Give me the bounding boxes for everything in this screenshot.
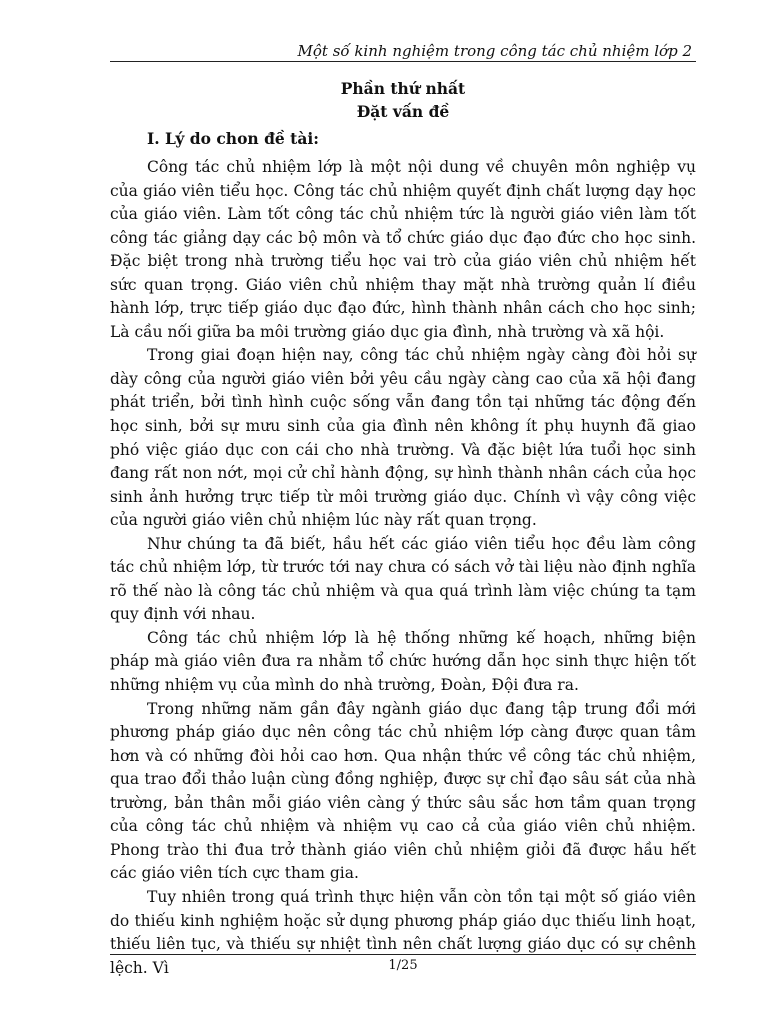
paragraph: Trong giai đoạn hiện nay, công tác chủ nhiệm ngày càng đòi hỏi sự dày công của người giáo viên bởi yêu cầu ngày càng cao của xã hội đang phát triển, bởi tình hình cuộc sống vẫn đang tồn tại những tác động đến học sinh, bởi sự mưu sinh của gia đình nên không ít phụ huynh đã giao phó việc giáo dục con cái cho nhà trường. Và đặc biệt lứa tuổi học sinh đang rất non nớt, mọi cử chỉ hành động, sự hình thành nhân cách của học sinh ảnh hưởng trực tiếp từ môi trường giáo dục. Chính vì vậy công việc của người giáo viên chủ nhiệm lúc này rất quan trọng. <box>110 346 696 530</box>
part-title: Phần thứ nhất <box>340 79 466 98</box>
paragraph: Công tác chủ nhiệm lớp là hệ thống những kế hoạch, những biện pháp mà giáo viên đưa ra nhằm tổ chức hướng dẫn học sinh thực hiện tốt những nhiệm vụ của mình do nhà trường, Đoàn, Đội đưa ra. <box>110 628 696 695</box>
chapter-title: Đặt vấn đề <box>356 102 450 121</box>
running-header: Một số kinh nghiệm trong công tác chủ nhiệm lớp 2 <box>297 42 692 60</box>
section-heading: I. Lý do chon đề tài: <box>147 129 319 148</box>
paragraph: Như chúng ta đã biết, hầu hết các giáo viên tiểu học đều làm công tác chủ nhiệm lớp, từ trước tới nay chưa có sách vở tài liệu nào định nghĩa rõ thế nào là công tác chủ nhiệm và qua quá trình làm việc chúng ta tạm quy định với nhau. <box>110 534 696 624</box>
page-number: 1/25 <box>388 958 418 973</box>
paragraph: Tuy nhiên trong quá trình thực hiện vẫn còn tồn tại một số giáo viên do thiếu kinh nghiệm hoặc sử dụng phương pháp giáo dục thiếu linh hoạt, thiếu liên tục, và thiếu sự nhiệt tình nên chất lượng giáo dục có sự chênh lệch. Vì <box>110 887 696 977</box>
header-divider <box>110 61 696 62</box>
footer-divider <box>110 954 696 955</box>
body-text <box>110 156 696 980</box>
paragraph: Trong những năm gần đây ngành giáo dục đang tập trung đổi mới phương pháp giáo dục nên công tác chủ nhiệm lớp càng được quan tâm hơn và có những đòi hỏi cao hơn. Qua nhận thức về công tác chủ nhiệm, qua trao đổi thảo luận cùng đồng nghiệp, được sự chỉ đạo sâu sát của nhà trường, bản thân mỗi giáo viên càng ý thức sâu sắc hơn tầm quan trọng của công tác chủ nhiệm và nhiệm vụ cao cả của giáo viên chủ nhiệm. Phong trào thi đua trở thành giáo viên chủ nhiệm giỏi đã được hầu hết các giáo viên tích cực tham gia. <box>110 699 696 883</box>
paragraph: Công tác chủ nhiệm lớp là một nội dung về chuyên môn nghiệp vụ của giáo viên tiểu học. Công tác chủ nhiệm quyết định chất lượng dạy học của giáo viên. Làm tốt công tác chủ nhiệm tức là người giáo viên làm tốt công tác giảng dạy các bộ môn và tổ chức giáo dục đạo đức cho học sinh. Đặc biệt trong nhà trường tiểu học vai trò của giáo viên chủ nhiệm hết sức quan trọng. Giáo viên chủ nhiệm thay mặt nhà trường quản lí điều hành lớp, trực tiếp giáo dục đạo đức, hình thành nhân cách cho học sinh; Là cầu nối giữa ba môi trường giáo dục gia đình, nhà trường và xã hội. <box>110 158 696 341</box>
